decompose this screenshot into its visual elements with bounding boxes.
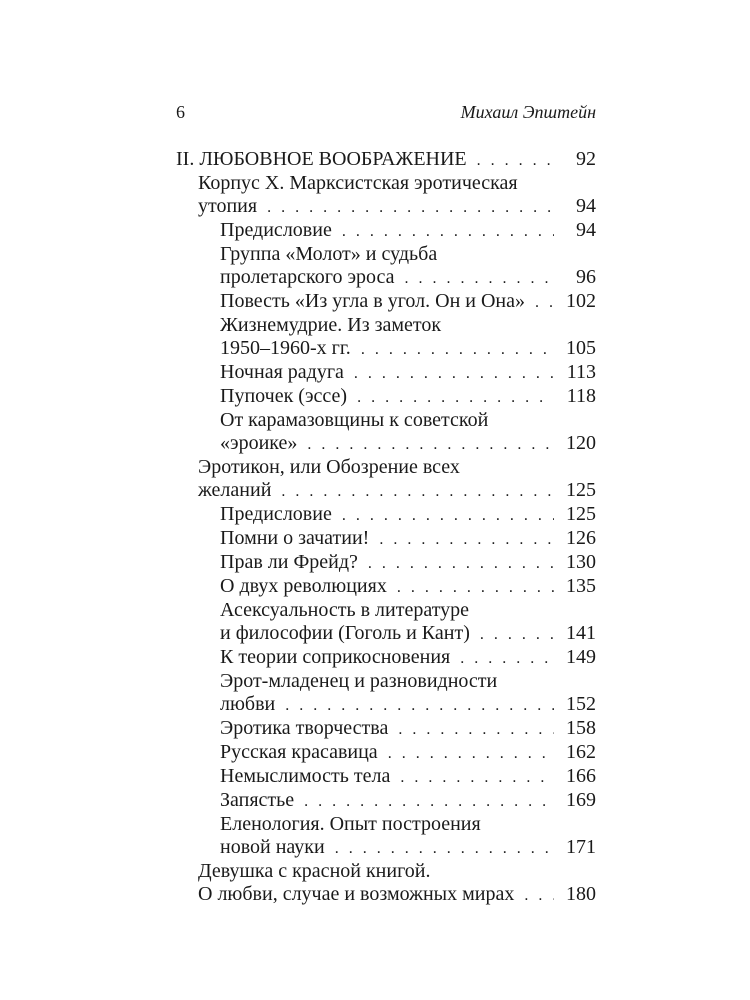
dot-leader [460,647,554,670]
toc-entry-title: Помни о зачатии! [220,527,370,549]
toc-entry-line [220,836,596,860]
toc-entry-title: утопия [198,195,258,217]
toc-entry-title: Повесть «Из угла в угол. Он и Она» [220,290,526,312]
toc-entry [176,646,596,670]
toc-entry-title: Корпус X. Марксистская эротическая [198,172,518,194]
toc-entry-title: Ночная радуга [220,361,344,383]
toc-entry [176,575,596,599]
toc-entry-page: 125 [566,479,596,501]
toc-entry-line [198,883,596,907]
toc-entry-title: К теории соприкосновения [220,646,451,668]
toc-entry [176,219,596,243]
toc-entry-line [220,765,596,789]
dot-leader [405,267,554,290]
toc-entry [176,385,596,409]
toc-entry-title: Асексуальность в литературе [220,599,470,621]
toc-entry-line [220,219,596,243]
toc-entry-title: Предисловие [220,219,332,241]
dot-leader [397,576,554,599]
toc-entry-page: 125 [566,503,596,525]
toc-entry [176,361,596,385]
toc-entry-title: 1950–1960-х гг. [220,337,351,359]
toc-entry-page: 105 [566,337,596,359]
dot-leader [379,528,554,551]
toc-entry-line [220,741,596,765]
toc-entry-page: 130 [566,551,596,573]
dot-leader [524,884,554,907]
toc-entry-page: 171 [566,836,596,858]
author-name: Михаил Эпштейн [460,102,596,122]
toc-entry [176,717,596,741]
toc-entry-title: Немыслимость тела [220,765,391,787]
toc-entry-line [220,337,596,361]
toc-entry-title: Русская красавица [220,741,378,763]
toc-entry-title: Эротика творчества [220,717,389,739]
toc-entry-line [220,717,596,741]
toc-entry-page: 94 [576,195,596,217]
toc-entry-page: 135 [566,575,596,597]
toc-entry-title: Девушка с красной книгой. [198,860,431,882]
toc-entry-line [176,148,596,172]
toc-entry-title: Прав ли Фрейд? [220,551,358,573]
toc-entry-line [220,527,596,551]
toc-entry-title: новой науки [220,836,325,858]
toc-entry [176,860,596,907]
toc-entry-title: От карамазовщины к советской [220,409,489,431]
toc-entry-title: Эротикон, или Обозрение всех [198,456,460,478]
toc-entry-title: Предисловие [220,503,332,525]
toc-entry-page: 126 [566,527,596,549]
toc-entry [176,172,596,219]
toc-entry-title: желаний [198,479,272,501]
toc-entry-line [220,670,596,693]
toc-entry-page: 169 [566,789,596,811]
toc-entry [176,314,596,361]
dot-leader [285,694,554,717]
toc-entry-line [220,551,596,575]
toc-entry [176,670,596,717]
toc-entry-line [220,409,596,432]
dot-leader [304,790,554,813]
toc-entry [176,527,596,551]
toc-entry-line [220,290,596,314]
toc-entry [176,551,596,575]
toc-entry-line [198,195,596,219]
toc-entry [176,765,596,789]
toc-entry [176,456,596,503]
toc-entry-title: Запястье [220,789,295,811]
toc-entry-title: О любви, случае и возможных мирах [198,883,515,905]
dot-leader [342,220,554,243]
dot-leader [354,362,554,385]
toc-entry-page: 96 [576,266,596,288]
toc-entry-line [198,479,596,503]
toc-entry-title: Жизнемудрие. Из заметок [220,314,442,336]
dot-leader [535,291,554,314]
toc-entry [176,409,596,456]
toc-entry-line [220,361,596,385]
toc-entry-line [220,385,596,409]
toc-entry [176,148,596,172]
table-of-contents [176,148,596,907]
toc-entry-page: 102 [566,290,596,312]
toc-entry [176,789,596,813]
toc-entry [176,599,596,646]
toc-entry [176,741,596,765]
toc-entry-title: Эрот-младенец и разновидности [220,670,498,692]
toc-entry [176,813,596,860]
toc-entry-line [220,503,596,527]
toc-entry-line [220,693,596,717]
toc-entry-line [220,789,596,813]
toc-entry-title: «эроике» [220,432,298,454]
toc-entry-page: 166 [566,765,596,787]
toc-entry-line [198,456,596,479]
toc-entry-title: пролетарского эроса [220,266,395,288]
running-head [176,102,596,123]
dot-leader [398,718,554,741]
dot-leader [342,504,554,527]
toc-entry-line [220,575,596,599]
dot-leader [281,480,554,503]
toc-entry-page: 94 [576,219,596,241]
dot-leader [388,742,554,765]
toc-entry-page: 152 [566,693,596,715]
toc-entry-page: 118 [566,385,596,407]
dot-leader [480,623,554,646]
toc-entry-page: 120 [566,432,596,454]
toc-entry-line [220,314,596,337]
page-number: 6 [176,102,185,122]
toc-entry-line [220,266,596,290]
toc-entry-page: 158 [566,717,596,739]
toc-entry-line [220,243,596,266]
toc-entry-page: 92 [576,148,596,170]
toc-entry-page: 162 [566,741,596,763]
toc-entry-line [220,432,596,456]
dot-leader [361,338,554,361]
toc-entry-title: О двух революциях [220,575,387,597]
toc-entry-title: любви [220,693,276,715]
toc-entry [176,503,596,527]
toc-entry-line [220,599,596,622]
toc-entry-line [220,813,596,836]
dot-leader [307,433,554,456]
toc-entry-line [220,622,596,646]
toc-entry-line [198,860,596,883]
toc-entry-page: 141 [566,622,596,644]
toc-entry-line [220,646,596,670]
toc-entry-page: 113 [566,361,596,383]
dot-leader [357,386,554,409]
toc-entry-page: 149 [566,646,596,668]
toc-entry-page: 180 [566,883,596,905]
dot-leader [400,766,554,789]
toc-entry-title: Группа «Молот» и судьба [220,243,438,265]
dot-leader [368,552,554,575]
dot-leader [267,196,554,219]
dot-leader [477,149,554,172]
toc-entry [176,290,596,314]
toc-entry-title: Еленология. Опыт построения [220,813,481,835]
toc-entry [176,243,596,290]
toc-entry-line [198,172,596,195]
dot-leader [335,837,554,860]
toc-entry-title: Пупочек (эссе) [220,385,348,407]
toc-entry-title: и философии (Гоголь и Кант) [220,622,470,644]
toc-entry-title: II. ЛЮБОВНОЕ ВООБРАЖЕНИЕ [176,148,467,170]
